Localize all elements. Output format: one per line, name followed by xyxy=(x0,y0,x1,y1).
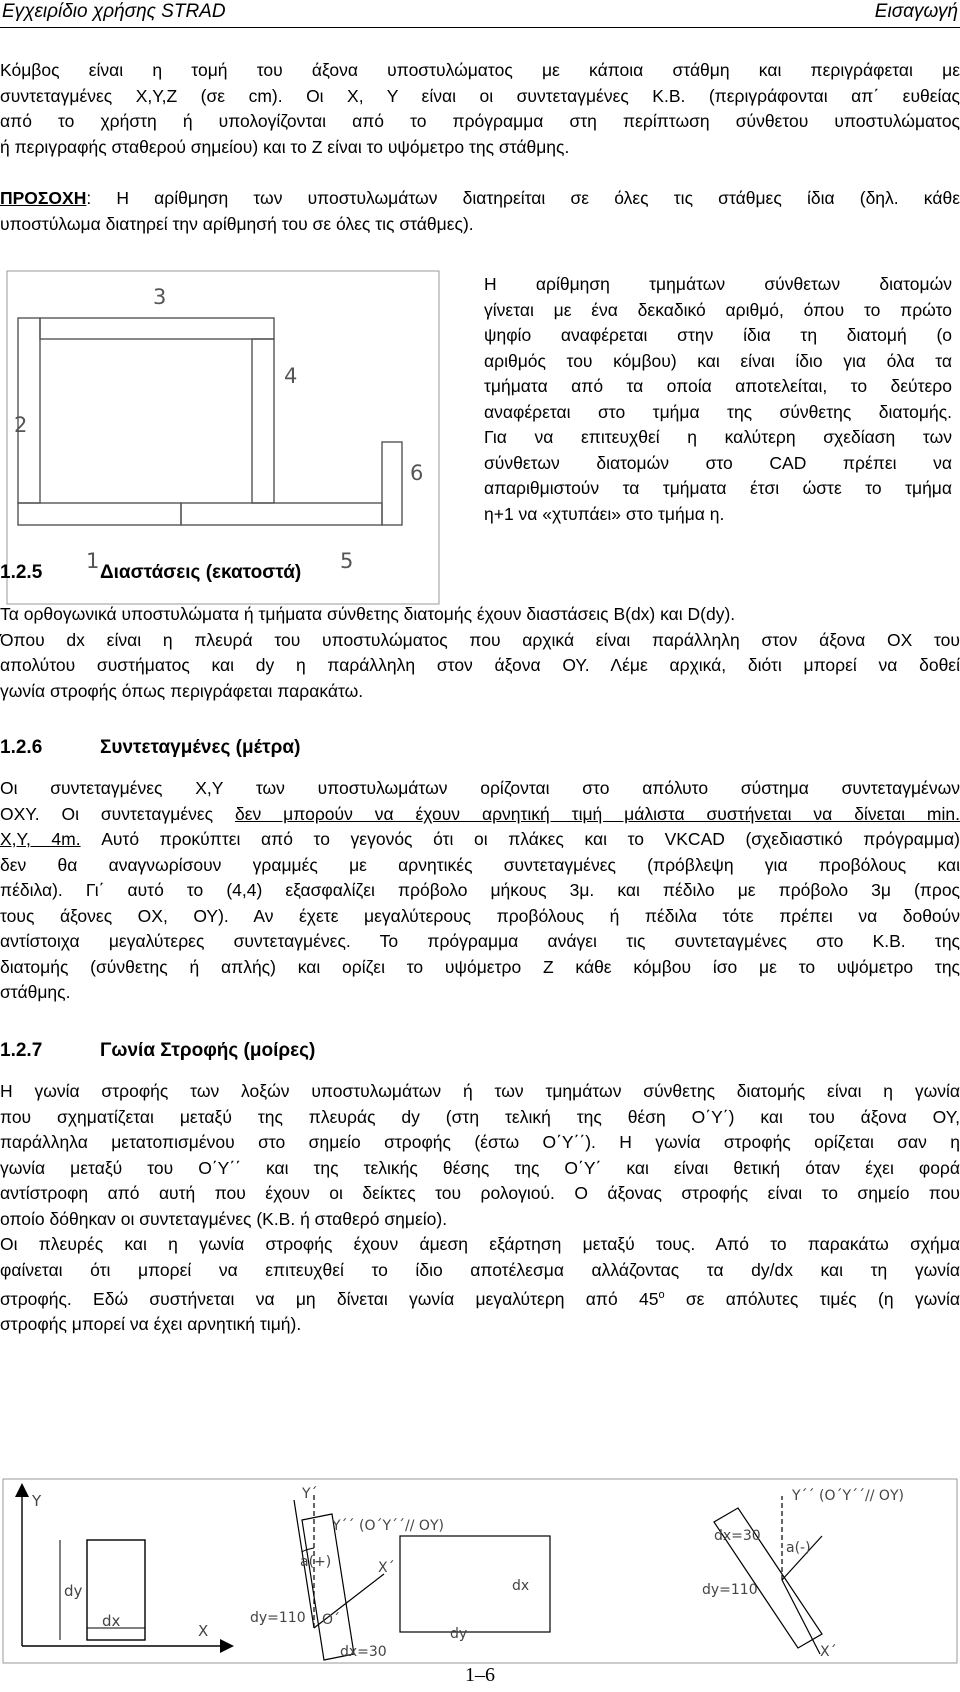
part-label-4: 4 xyxy=(284,364,298,388)
label-dx-30: dx=30 xyxy=(340,1644,387,1660)
side-line: τμήματα από τα οποία αποτελείται, το δεύτερο xyxy=(484,376,952,396)
caution-line: υποστύλωμα διατηρεί την αρίθμησή του σε όλες τις στάθμες). xyxy=(0,213,474,234)
numbering-explanation xyxy=(484,272,952,527)
coordinates-text: Αυτό προκύπτει από το γεγονός ότι οι πλάκες και το VKCAD (σχεδιαστικό πρόγραμμα) xyxy=(80,829,960,849)
coordinates-line: δεν θα αναγνωρίσουν γραμμές με αρνητικές συντεταγμένες (πρόβλεψη για προβόλους και xyxy=(0,854,960,875)
label-y-parallel-right: Y΄΄ (Ο΄Υ΄΄// ΟΥ) xyxy=(792,1488,904,1504)
label-dy: dy xyxy=(64,1582,83,1600)
section-number: 1.2.5 xyxy=(0,562,43,583)
side-line: απαριθμιστούν τα τμήματα έτσι ώστε το τμήμα xyxy=(484,478,952,498)
section-heading-1-2-7 xyxy=(0,1040,315,1062)
part-label-2: 2 xyxy=(14,413,28,437)
section-part-5 xyxy=(181,503,382,525)
rotation-line: Οι πλευρές και η γωνία στροφής έχουν άμεση εξάρτηση μεταξύ τους. Από το παρακάτω σχήμα xyxy=(0,1234,960,1254)
label-dy-110-right: dy=110 xyxy=(702,1582,758,1598)
side-line: Για να επιτευχθεί η καλύτερη σχεδίαση των xyxy=(484,427,952,447)
label-dx-middle: dx xyxy=(512,1578,530,1594)
coordinates-warning: δεν μπορούν να έχουν αρνητική τιμή μάλιστα συστήνεται να δίνεται min. xyxy=(235,803,960,824)
header-rule xyxy=(0,27,960,28)
rotation-line: οποίο δόθηκαν οι συντεταγμένες (Κ.Β. ή σταθερό σημείο). xyxy=(0,1208,448,1229)
rotation-line: γωνία μεταξύ του Ο΄Υ΄΄ και της τελικής θέσης της Ο΄Υ΄ και είναι θετική όταν έχει φορά xyxy=(0,1157,960,1178)
coordinates-line: Οι συντεταγμένες X,Y των υποστυλωμάτων ορίζονται στο απόλυτο σύστημα συντεταγμένων xyxy=(0,778,960,798)
intro-line: Κόμβος είναι η τομή του άξονα υποστυλώματος με κάποια στάθμη και περιγράφεται με xyxy=(0,60,960,80)
coordinates-line: στάθμης. xyxy=(0,982,71,1002)
page-header xyxy=(0,0,960,40)
column-rotated-positive xyxy=(302,1514,354,1660)
section-title: Συντεταγμένες (μέτρα) xyxy=(100,737,301,758)
section-number: 1.2.6 xyxy=(0,737,43,758)
intro-line: συντεταγμένες X,Y,Z (σε cm). Οι X, Y είναι οι συντεταγμένες Κ.Β. (περιγράφονται απ΄ ευθείας xyxy=(0,85,960,106)
label-o-prime: Ο΄ xyxy=(322,1612,341,1628)
section-heading-1-2-6 xyxy=(0,737,300,759)
intro-paragraph xyxy=(0,58,960,160)
side-line: Η αρίθμηση τμημάτων σύνθετων διατομών xyxy=(484,274,952,294)
composite-section-figure xyxy=(6,270,440,605)
label-angle-positive: a(+) xyxy=(300,1554,332,1570)
rotation-line: παράλληλα μετατοπισμένου στο σημείο στροφής (έστω Ο΄Υ΄΄). Η γωνία στροφής ορίζεται σαν η xyxy=(0,1132,960,1152)
side-line: ψηφίο αναφέρεται στην ίδια τη διατομή (ο xyxy=(484,325,952,345)
label-angle-negative: a(-) xyxy=(786,1540,811,1556)
rotation-line: Η γωνία στροφής των λοξών υποστυλωμάτων ή των τμημάτων σύνθετης διατομής είναι η γωνία xyxy=(0,1081,960,1101)
rotation-paragraph xyxy=(0,1079,960,1338)
figure-frame xyxy=(3,1479,957,1663)
coordinates-minimum: X,Y, 4m. xyxy=(0,829,81,849)
coordinates-line: πέδιλα). Γι΄ αυτό το (4,4) εξασφαλίζει πρόβολο μήκους 3μ. και πέδιλο με πρόβολο 3μ (προς xyxy=(0,880,960,900)
section-title: Γωνία Στροφής (μοίρες) xyxy=(100,1040,316,1061)
rotation-line: αντίστροφη από αυτή που έχουν οι δείκτες του ρολογιού. Ο άξονας στροφής είναι το σημείο που xyxy=(0,1183,960,1203)
side-line: σύνθετων διατομών στο CAD πρέπει να xyxy=(484,452,952,473)
section-part-2 xyxy=(18,318,40,503)
rotation-angle-figure xyxy=(2,1478,958,1664)
part-label-1: 1 xyxy=(86,549,100,573)
section-part-6 xyxy=(382,442,402,525)
label-dy-middle: dy xyxy=(450,1626,468,1642)
label-y-parallel: Y΄΄ (Ο΄Υ΄΄// ΟΥ) xyxy=(332,1518,444,1534)
rotation-line: που σχηματίζεται μεταξύ της πλευράς dy (στη τελική της θέση Ο΄Υ΄) και του άξονα ΟΥ, xyxy=(0,1106,960,1127)
section-part-1 xyxy=(18,503,181,525)
rotation-text: σε απόλυτες τιμές (η γωνία xyxy=(664,1288,960,1309)
label-x: X xyxy=(198,1622,209,1640)
coordinates-paragraph xyxy=(0,776,960,1006)
dimensions-line: απολύτου συστήματος και dy η παράλληλη στον άξονα ΟΥ. Λέμε αρχικά, διότι μπορεί να δοθεί xyxy=(0,655,960,675)
coordinates-line: τους άξονες ΟΧ, ΟΥ). Αν έχετε μεγαλύτερους προβόλους ή πέδιλα τότε πρέπει να δοθούν xyxy=(0,905,960,926)
coordinates-line xyxy=(0,827,960,853)
page-number: 1–6 xyxy=(465,1664,495,1686)
label-x-prime: X΄ xyxy=(378,1560,395,1576)
side-line: η+1 να «χτυπάει» στο τμήμα η. xyxy=(484,503,725,524)
part-label-5: 5 xyxy=(340,549,354,573)
caution-line xyxy=(0,186,960,212)
dimensions-line: γωνία στροφής όπως περιγράφεται παρακάτω. xyxy=(0,680,364,701)
x-prime-axis-right xyxy=(782,1580,820,1654)
degree-superscript: ο xyxy=(658,1289,665,1301)
coordinates-line: διατομής (σύνθετης ή απλής) και ορίζει το υψόμετρο Z κάθε κόμβου ίσο με το υψόμετρο της xyxy=(0,956,960,977)
section-title: Διαστάσεις (εκατοστά) xyxy=(100,562,302,583)
label-y: Y xyxy=(32,1492,42,1510)
label-x-prime-right: X΄ xyxy=(820,1644,837,1660)
intro-line: από το χρήστη ή υπολογίζονται από το πρόγραμμα στη περίπτωση σύνθετου υποστυλώματος xyxy=(0,111,960,131)
dimensions-line: Όπου dx είναι η πλευρά του υποστυλώματος που αρχικά είναι παράλληλη στον άξονα ΟΧ του xyxy=(0,629,960,650)
rotation-line xyxy=(0,1283,960,1312)
label-dx-30-right: dx=30 xyxy=(714,1528,761,1544)
label-dx: dx xyxy=(102,1612,121,1630)
dimensions-paragraph xyxy=(0,602,960,704)
coordinates-line: αντίστοιχα μεγαλύτερες συντεταγμένες. Το πρόγραμμα ανάγει τις συντεταγμένες στο Κ.Β. της xyxy=(0,931,960,951)
figure-frame xyxy=(7,271,439,604)
side-line: αριθμός του κόμβου) και είναι ίδιο για όλα τα xyxy=(484,350,952,371)
side-line: αναφέρεται στο τμήμα της σύνθετης διατομής. xyxy=(484,401,952,422)
side-line: γίνεται με ένα δεκαδικό αριθμό, όπου το πρώτο xyxy=(484,299,952,320)
section-heading-1-2-5 xyxy=(0,562,301,584)
caution-text: : Η αρίθμηση των υποστυλωμάτων διατηρείται σε όλες τις στάθμες ίδια (δηλ. κάθε xyxy=(86,188,960,208)
label-y-prime: Y΄ xyxy=(302,1486,318,1502)
dimensions-line: Τα ορθογωνικά υποστυλώματα ή τμήματα σύνθετης διατομής έχουν διαστάσεις B(dx) και D(dy). xyxy=(0,604,736,624)
coordinates-text: ΟΧΥ. Οι συντεταγμένες xyxy=(0,803,235,824)
section-part-3 xyxy=(40,318,274,339)
section-number: 1.2.7 xyxy=(0,1040,43,1061)
section-part-4 xyxy=(252,339,274,503)
caution-paragraph xyxy=(0,186,960,237)
header-chapter-title: Εισαγωγή xyxy=(874,1,958,22)
intro-line: ή περιγραφής σταθερού σημείου) και το Z είναι το υψόμετρο της στάθμης. xyxy=(0,136,570,157)
coordinates-line xyxy=(0,802,960,828)
part-label-6: 6 xyxy=(410,461,424,485)
rotation-line: φαίνεται ότι μπορεί να επιτευχθεί το ίδιο αποτέλεσμα αλλάζοντας τα dy/dx και τη γωνία xyxy=(0,1259,960,1280)
rotation-text: στροφής. Εδώ συστήνεται να μη δίνεται γωνία μεγαλύτερη από 45 xyxy=(0,1288,659,1309)
part-label-3: 3 xyxy=(153,285,167,309)
header-manual-title: Εγχειρίδιο χρήσης STRAD xyxy=(2,1,226,22)
rotation-line: στροφής μπορεί να έχει αρνητική τιμή). xyxy=(0,1314,302,1335)
caution-label: ΠΡΟΣΟΧΗ xyxy=(0,188,87,208)
label-dy-110: dy=110 xyxy=(250,1610,306,1626)
